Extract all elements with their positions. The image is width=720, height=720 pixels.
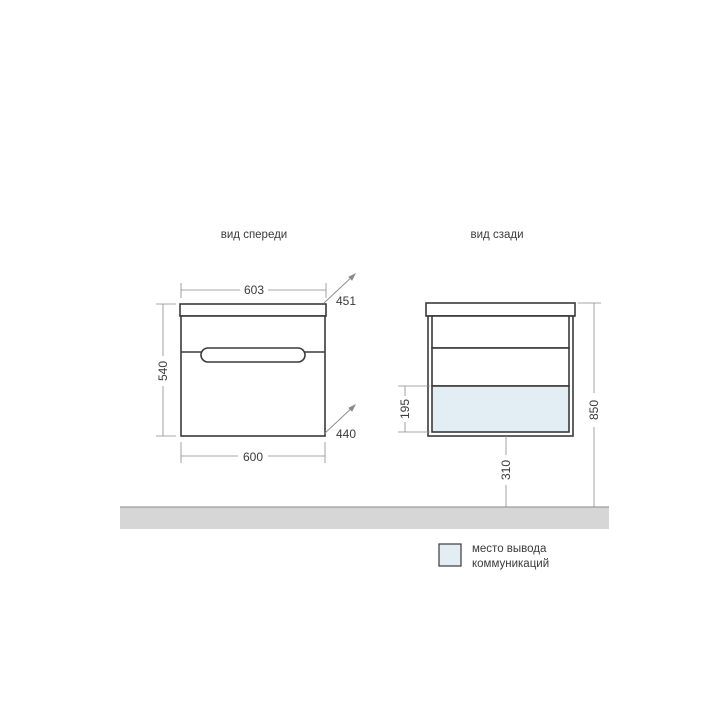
back-panel-top xyxy=(432,316,569,348)
back-panel-middle xyxy=(432,348,569,386)
back-countertop xyxy=(426,303,575,316)
legend-line-1: место вывода xyxy=(472,543,547,555)
back-cabinet xyxy=(426,303,575,436)
front-view xyxy=(156,229,356,464)
dim-top-width-label: 603 xyxy=(243,283,265,297)
floor-band xyxy=(120,507,609,529)
front-view-title: вид спереди xyxy=(220,229,288,241)
countertop xyxy=(180,304,326,316)
communication-outlet-area xyxy=(432,386,569,432)
legend xyxy=(439,543,549,570)
dim-height-label: 540 xyxy=(156,360,170,382)
dim-top-depth-label: 451 xyxy=(336,294,357,308)
dim-outlet-height-label: 195 xyxy=(398,398,412,420)
legend-swatch xyxy=(439,544,461,566)
back-view xyxy=(398,229,601,507)
dim-floor-gap-label: 310 xyxy=(499,459,513,481)
drawer-handle xyxy=(201,348,305,362)
dim-bottom-depth-label: 440 xyxy=(336,427,357,441)
dim-total-height-label: 850 xyxy=(587,399,601,421)
back-view-title: вид сзади xyxy=(470,229,524,241)
floor xyxy=(120,507,609,529)
front-cabinet xyxy=(180,304,326,436)
dim-bottom-width-label: 600 xyxy=(242,450,264,464)
cabinet-body xyxy=(181,316,325,436)
legend-line-2: коммуникаций xyxy=(472,558,550,570)
